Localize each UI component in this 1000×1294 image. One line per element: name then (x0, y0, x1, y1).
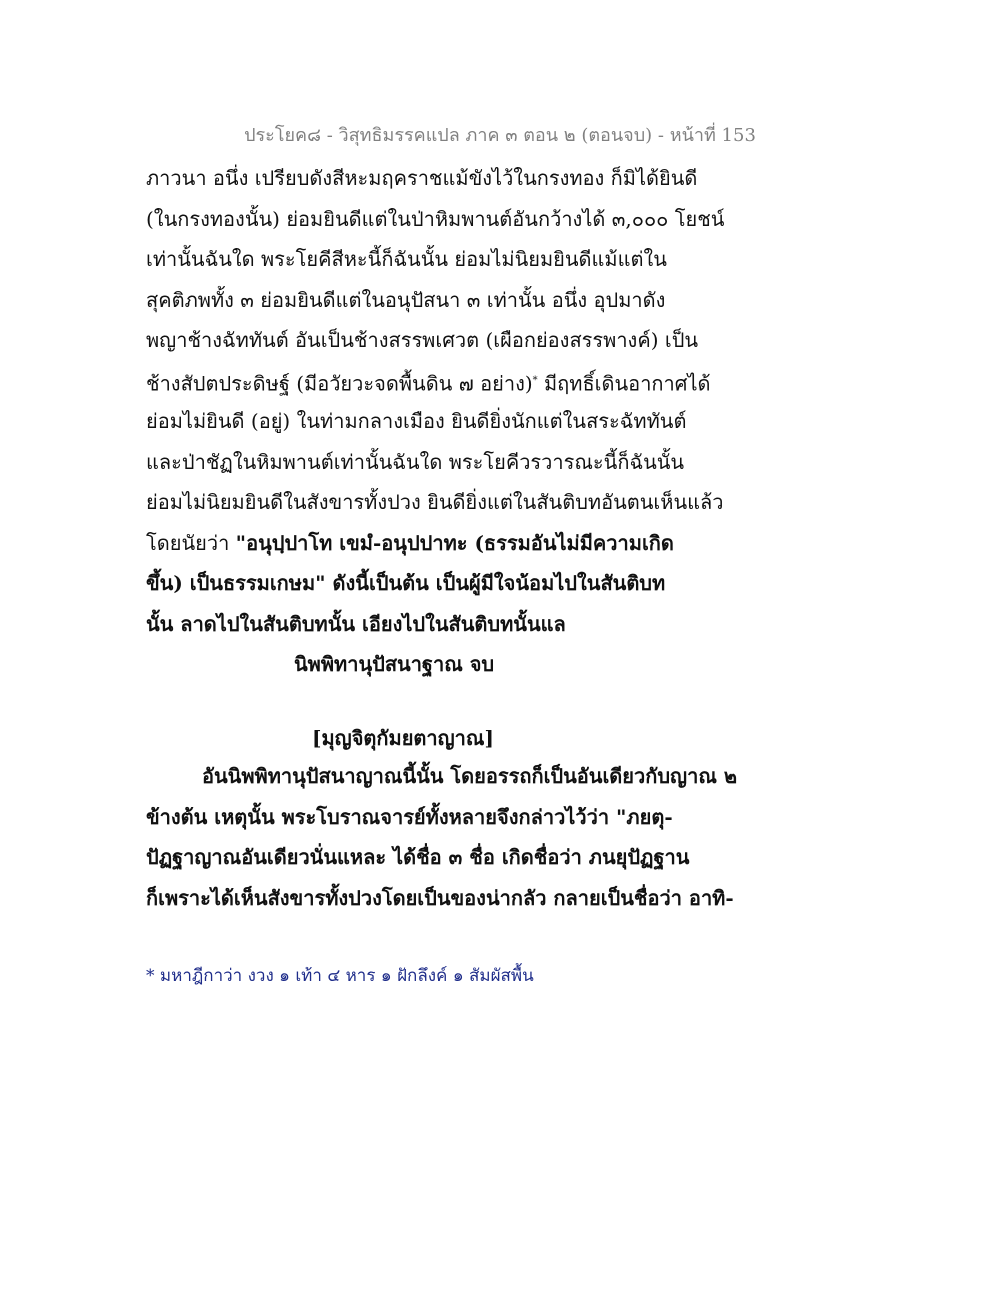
text-line: พญาช้างฉัททันต์ อันเป็นช้างสรรพเศวต (เผือกย่องสรรพางค์) เป็น (146, 328, 699, 352)
text-segment: ช้างสัปตประดิษฐ์ (มีอวัยวะจดพื้นดิน ๗ อย่าง) (146, 371, 533, 396)
section-end-label: นิพพิทานุปัสนาฐาณ จบ (294, 652, 495, 676)
text-segment: โดยนัยว่า (146, 530, 236, 555)
section-heading-block (146, 718, 866, 759)
text-line: ย่อมไม่ยินดี (อยู่) ในท่ามกลางเมือง ยินดียิ่งนักแต่ในสระฉัททันต์ (146, 409, 687, 433)
text-line: ย่อมไม่นิยมยินดีในสังขารทั้งปวง ยินดียิ่งแต่ในสันติบทอันตนเห็นแล้ว (146, 490, 724, 514)
text-line: ขึ้น) เป็นธรรมเกษม" ดังนี้เป็นต้น เป็นผู้มีใจน้อมไปในสันติบท (146, 571, 666, 595)
text-line: ภาวนา อนึ่ง เปรียบดังสีหะมฤคราชแม้ขังไว้ในกรงทอง ก็มิได้ยินดี (146, 166, 698, 190)
text-line: นั้น ลาดไปในสันติบทนั้น เอียงไปในสันติบทนั้นแล (146, 611, 566, 636)
text-line (146, 361, 866, 402)
text-segment: มีฤทธิ์เดินอากาศได้ (537, 371, 711, 396)
text-line: อันนิพพิทานุปัสนาญาณนี้นั้น โดยอรรถก็เป็นอันเดียวกับญาณ ๒ (202, 764, 738, 788)
section-heading: [มุญจิตุกัมยตาญาณ] (312, 726, 494, 750)
body-text (146, 158, 866, 685)
text-line: และป่าชัฏในหิมพานต์เท่านั้นฉันใด พระโยคีวรวารณะนี้ก็ฉันนั้น (146, 449, 685, 474)
quoted-text: "อนุปฺปาโท เขมํ-อนุปปาทะ (ธรรมอันไม่มีความเกิด (235, 530, 674, 555)
text-line: (ในกรงทองนั้น) ย่อมยินดีแต่ในป่าหิมพานต์อันกว้างได้ ๓,๐๐๐ โยชน์ (146, 206, 725, 231)
text-line (146, 523, 866, 564)
footnote-marker: * (532, 374, 538, 386)
body-text-2 (146, 756, 866, 918)
footnote: * มหาฎีกาว่า งวง ๑ เท้า ๔ หาร ๑ ฝักลึงค์ ๑ สัมผัสพื้น (146, 966, 534, 986)
text-line: ก็เพราะได้เห็นสังขารทั้งปวงโดยเป็นของน่ากลัว กลายเป็นชื่อว่า อาทิ- (146, 885, 734, 910)
text-line: ปัฏฐาญาณอันเดียวนั่นแหละ ได้ชื่อ ๓ ชื่อ เกิดชื่อว่า ภนยุปัฏฐาน (146, 845, 690, 869)
text-line: ข้างต้น เหตุนั้น พระโบราณจารย์ทั้งหลายจึงกล่าวไว้ว่า "ภยตุ- (146, 804, 673, 829)
text-line: สุคติภพทั้ง ๓ ย่อมยินดีแต่ในอนุปัสนา ๓ เท่านั้น อนึ่ง อุปมาดัง (146, 287, 666, 312)
running-header: ประโยค๘ - วิสุทธิมรรคแปล ภาค ๓ ตอน ๒ (ตอนจบ) - หน้าที่ 153 (244, 125, 756, 146)
text-line: เท่านั้นฉันใด พระโยคีสีหะนี้ก็ฉันนั้น ย่อมไม่นิยมยินดีแม้แต่ใน (146, 247, 667, 271)
